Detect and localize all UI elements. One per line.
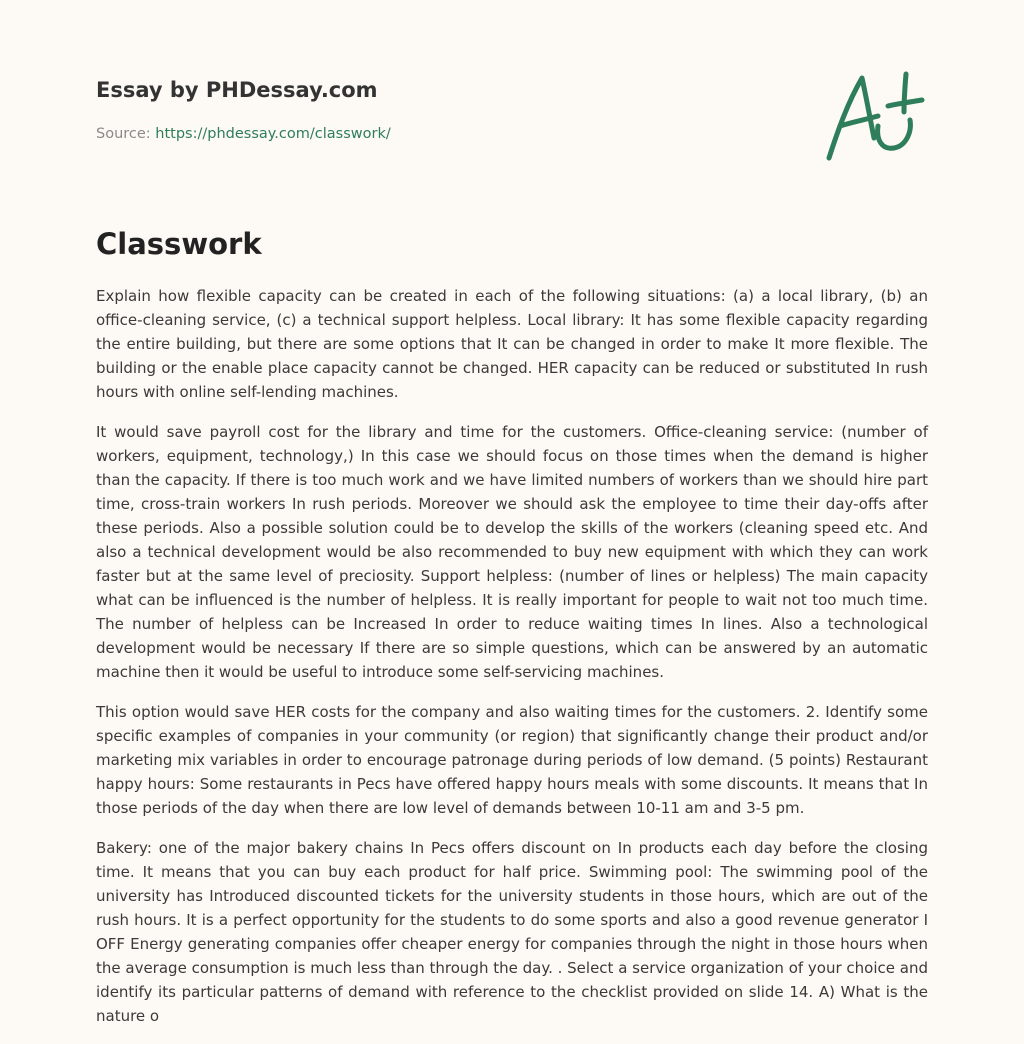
paragraph: It would save payroll cost for the library and time for the customers. Office-cleaning service: (number of workers, equipment, technology,) In this case we should focus on those times when the demand is higher than the capacity. If there is too much work and we have limited numbers of workers than we should hire part time, cross-train workers In rush periods. Moreover we should ask the employee to time their day-offs after these periods. Also a possible solution could be to develop the skills of the workers (cleaning speed etc. And also a technical development would be also recommended to buy new equipment with which they can work faster but at the same level of preciosity. Support helpless: (number of lines or helpless) The main capacity what can be influenced is the number of helpless. It is really important for people to wait not too much time. The number of helpless can be Increased In order to reduce waiting times In lines. Also a technological development would be necessary If there are so simple questions, which can be answered by an automatic machine then it would be useful to introduce some self-servicing machines.: [96, 423, 928, 681]
paragraph: This option would save HER costs for the company and also waiting times for the customers. 2. Identify some specific examples of companies in your community (or region) that significantly change their product and/or marketing mix variables in order to encourage patronage during periods of low demand. (5 points) Restaurant happy hours: Some restaurants in Pecs have offered happy hours meals with some discounts. It means that In those periods of the day when there are low level of demands between 10-11 am and 3-5 pm.: [96, 703, 928, 817]
source-label: Source:: [96, 126, 151, 142]
paragraph: Explain how flexible capacity can be created in each of the following situations: (a) a local library, (b) an office-cleaning service, (c) a technical support helpless. Local library: It has some flexible capacity regarding the entire building, but there are some options that It can be changed in order to make It more flexible. The building or the enable place capacity cannot be changed. HER capacity can be reduced or substituted In rush hours with online self-lending machines.: [96, 287, 928, 401]
site-title: Essay by PHDessay.com: [96, 78, 378, 102]
page-header: [96, 76, 796, 144]
article-body: [96, 284, 928, 1044]
source-link[interactable]: https://phdessay.com/classwork/: [155, 126, 391, 142]
a-plus-logo-icon: [822, 68, 928, 164]
paragraph: Bakery: one of the major bakery chains In Pecs offers discount on In products each day before the closing time. It means that you can buy each product for half price. Swimming pool: The swimming pool of the university has Introduced discounted tickets for the university students in those hours, which are out of the rush hours. It is a perfect opportunity for the students to do some sports and also a good revenue generator I OFF Energy generating companies offer cheaper energy for companies through the night in those hours when the average consumption is much less than through the day. . Select a service organization of your choice and identify its particular patterns of demand with reference to the checklist provided on slide 14. A) What is the nature o: [96, 839, 928, 1025]
source-line: [96, 124, 796, 144]
page-title: Classwork: [96, 227, 262, 261]
